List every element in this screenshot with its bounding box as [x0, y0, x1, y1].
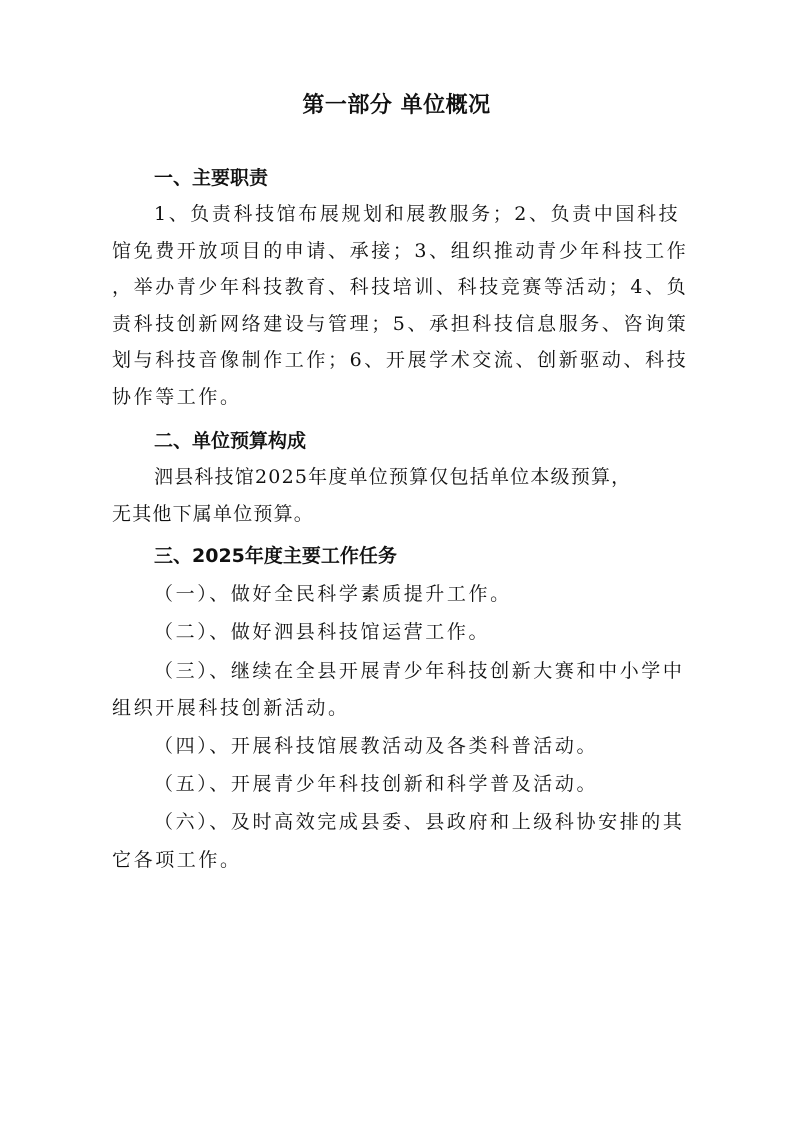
paragraph-line: 责科技创新网络建设与管理；5、承担科技信息服务、咨询策: [112, 313, 689, 335]
task-item: （四）、开展科技馆展教活动及各类科普活动。: [154, 735, 599, 757]
paragraph-line: 划与科技音像制作工作；6、开展学术交流、创新驱动、科技: [112, 349, 689, 371]
paragraph-line: ，举办青少年科技教育、科技培训、科技竞赛等活动；4、负: [112, 276, 689, 298]
paragraph-line: 馆免费开放项目的申请、承接；3、组织推动青少年科技工作: [112, 240, 689, 262]
section-heading-tasks: 三、2025年度主要工作任务: [154, 545, 397, 567]
page-title: 第一部分 单位概况: [302, 93, 491, 118]
section-heading-duties: 一、主要职责: [154, 167, 269, 189]
task-item: （五）、开展青少年科技创新和科学普及活动。: [154, 773, 599, 795]
task-item: （一）、做好全民科学素质提升工作。: [154, 583, 512, 605]
paragraph-line: 1、负责科技馆布展规划和展教服务；2、负责中国科技: [154, 203, 681, 225]
task-item: （三）、继续在全县开展青少年科技创新大赛和中小学中: [154, 660, 685, 682]
section-heading-budget: 二、单位预算构成: [154, 430, 307, 452]
paragraph-line: 无其他下属单位预算。: [112, 503, 315, 525]
task-item: （六）、及时高效完成县委、县政府和上级科协安排的其: [154, 811, 685, 833]
paragraph-line: 协作等工作。: [112, 386, 242, 408]
task-item-continued: 组织开展科技创新活动。: [112, 697, 350, 719]
task-item-continued: 它各项工作。: [112, 849, 242, 871]
task-item: （二）、做好泗县科技馆运营工作。: [154, 621, 491, 643]
paragraph-line: 泗县科技馆2025年度单位预算仅包括单位本级预算，: [154, 466, 632, 488]
